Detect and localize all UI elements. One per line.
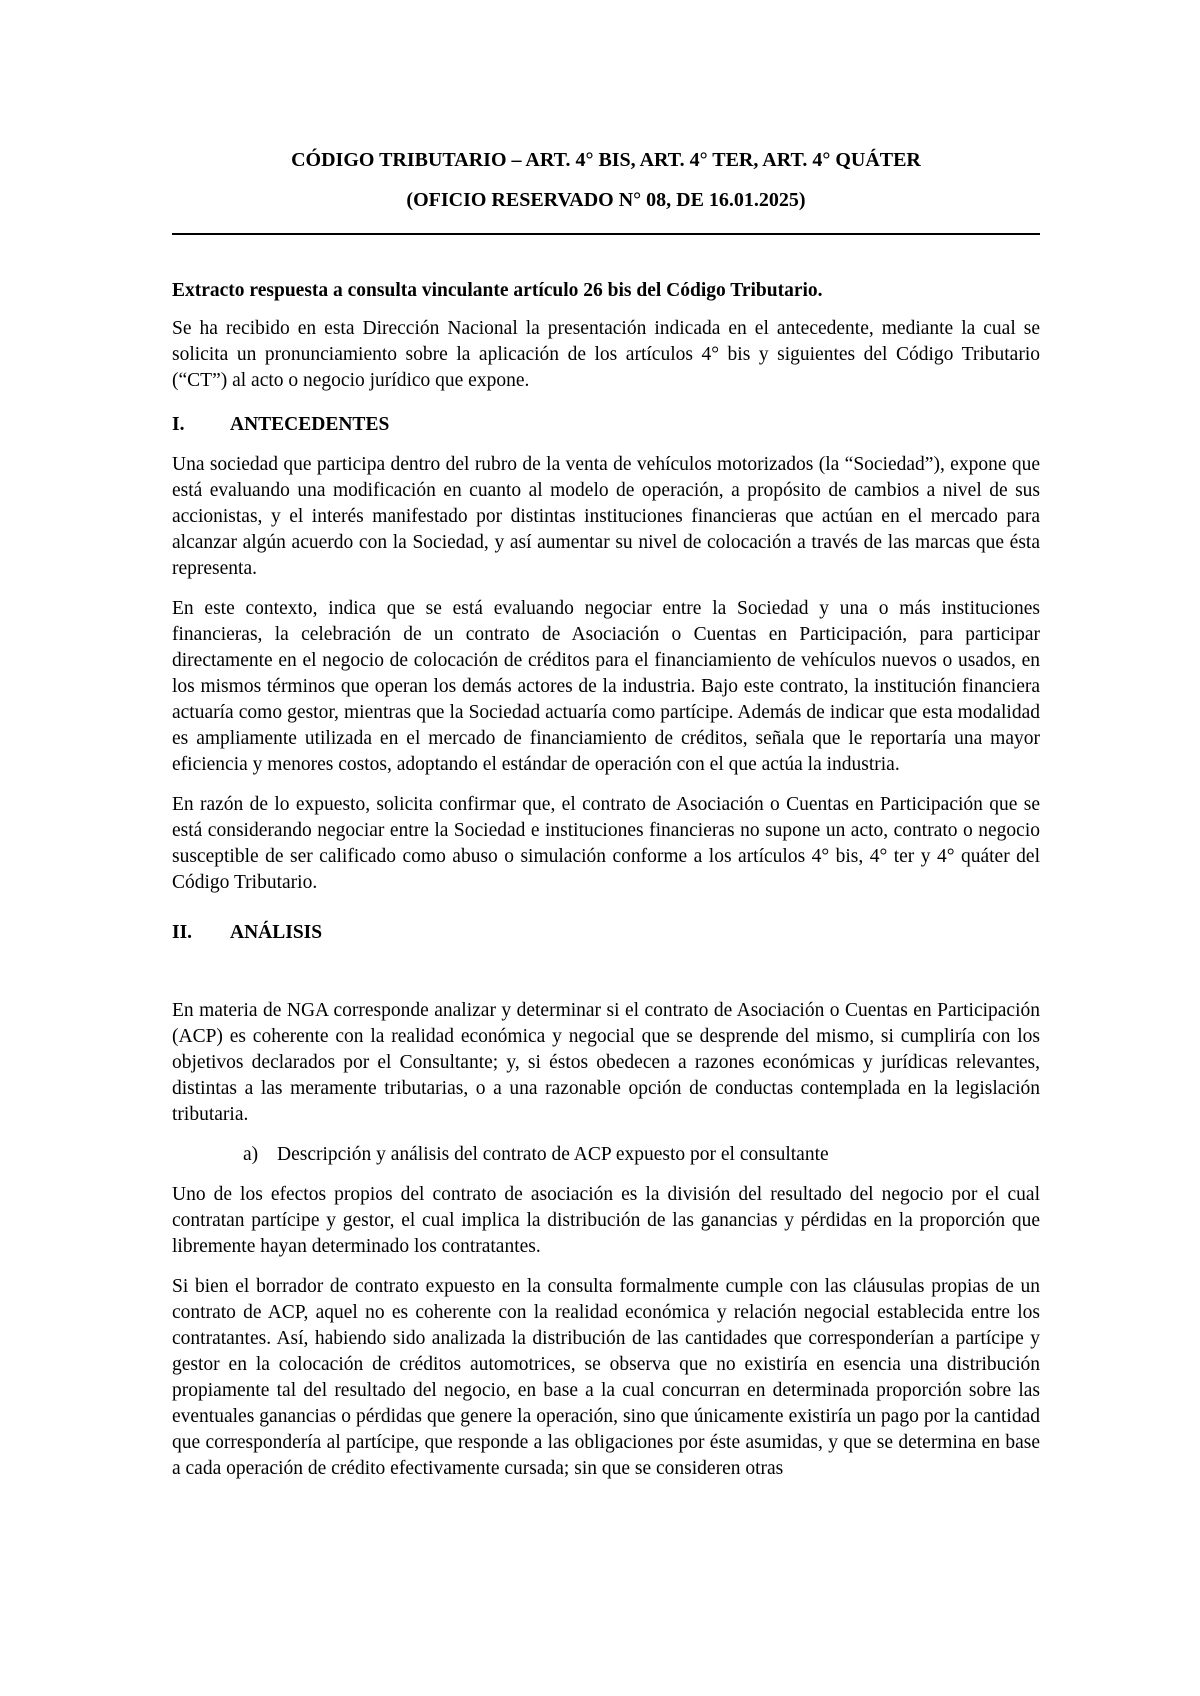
intro-paragraph: Se ha recibido en esta Dirección Nacional la presentación indicada en el antecedente, mediante la cual se solicita un pronunciamiento sobre la aplicación de los artículos 4° bis y siguientes del Código Tributario (“CT”) al acto o negocio jurídico que expone. — [172, 318, 1040, 391]
antecedentes-paragraph-3: En razón de lo expuesto, solicita confirmar que, el contrato de Asociación o Cuentas en Participación que se está considerando negociar entre la Sociedad e instituciones financieras no supone un acto, contrato o negocio susceptible de ser calificado como abuso o simulación conforme a los artículos 4° bis, 4° ter y 4° quáter del Código Tributario. — [172, 794, 1040, 893]
analisis-paragraph-2: Uno de los efectos propios del contrato de asociación es la división del resultado del negocio por el cual contratan partícipe y gestor, el cual implica la distribución de las ganancias y pérdidas en la proporción que libremente hayan determinado los contratantes. — [172, 1184, 1040, 1257]
document-title — [172, 140, 1040, 220]
section-heading-analisis — [172, 920, 1040, 946]
section-heading-antecedentes — [172, 412, 1040, 438]
subsection-letter: a) — [243, 1144, 259, 1165]
analisis-paragraph-1: En materia de NGA corresponde analizar y determinar si el contrato de Asociación o Cuentas en Participación (ACP) es coherente con la realidad económica y negocial que se desprende del mismo, si cumpliría con los objetivos declarados por el Consultante; y, si éstos obedecen a razones económicas y jurídicas relevantes, distintas a las meramente tributarias, o a una razonable opción de conductas contemplada en la legislación tributaria. — [172, 1000, 1040, 1125]
document-body — [172, 278, 1040, 1496]
extract-subtitle: Extracto respuesta a consulta vinculante artículo 26 bis del Código Tributario. — [172, 280, 823, 301]
title-line-1: CÓDIGO TRIBUTARIO – ART. 4° BIS, ART. 4° TER, ART. 4° QUÁTER — [291, 149, 921, 171]
subsection-title: Descripción y análisis del contrato de ACP expuesto por el consultante — [277, 1144, 829, 1165]
section-title: ANÁLISIS — [230, 922, 323, 943]
subsection-heading — [243, 1142, 1040, 1168]
analisis-paragraph-3: Si bien el borrador de contrato expuesto en la consulta formalmente cumple con las cláusulas propias de un contrato de ACP, aquel no es coherente con la realidad económica y relación negocial establecida entre los contratantes. Así, habiendo sido analizada la distribución de las cantidades que corresponderían a partícipe y gestor en la colocación de créditos automotrices, se observa que no existiría en esencia una distribución propiamente tal del resultado del negocio, en base a la cual concurran en determinada proporción sobre las eventuales ganancias o pérdidas que genere la operación, sino que únicamente existiría un pago por la cantidad que correspondería al partícipe, que responde a las obligaciones por éste asumidas, y que se determina en base a cada operación de crédito efectivamente cursada; sin que se consideren otras — [172, 1276, 1040, 1479]
title-line-2: (OFICIO RESERVADO N° 08, DE 16.01.2025) — [406, 189, 806, 211]
section-title: ANTECEDENTES — [230, 414, 390, 435]
antecedentes-paragraph-1: Una sociedad que participa dentro del rubro de la venta de vehículos motorizados (la “Sociedad”), expone que está evaluando una modificación en cuanto al modelo de operación, a propósito de cambios a nivel de sus accionistas, y el interés manifestado por distintas instituciones financieras que actúan en el mercado para alcanzar algún acuerdo con la Sociedad, y así aumentar su nivel de colocación a través de las marcas que ésta representa. — [172, 454, 1040, 579]
section-number: I. — [172, 414, 185, 435]
antecedentes-paragraph-2: En este contexto, indica que se está evaluando negociar entre la Sociedad y una o más instituciones financieras, la celebración de un contrato de Asociación o Cuentas en Participación, para participar directamente en el negocio de colocación de créditos para el financiamiento de vehículos nuevos o usados, en los mismos términos que operan los demás actores de la industria. Bajo este contrato, la institución financiera actuaría como gestor, mientras que la Sociedad actuaría como partícipe. Además de indicar que esta modalidad es ampliamente utilizada en el mercado de financiamiento de créditos, señala que le reportaría una mayor eficiencia y menores costos, adoptando el estándar de operación con el que actúa la industria. — [172, 598, 1040, 775]
title-divider — [172, 233, 1040, 235]
section-number: II. — [172, 922, 193, 943]
